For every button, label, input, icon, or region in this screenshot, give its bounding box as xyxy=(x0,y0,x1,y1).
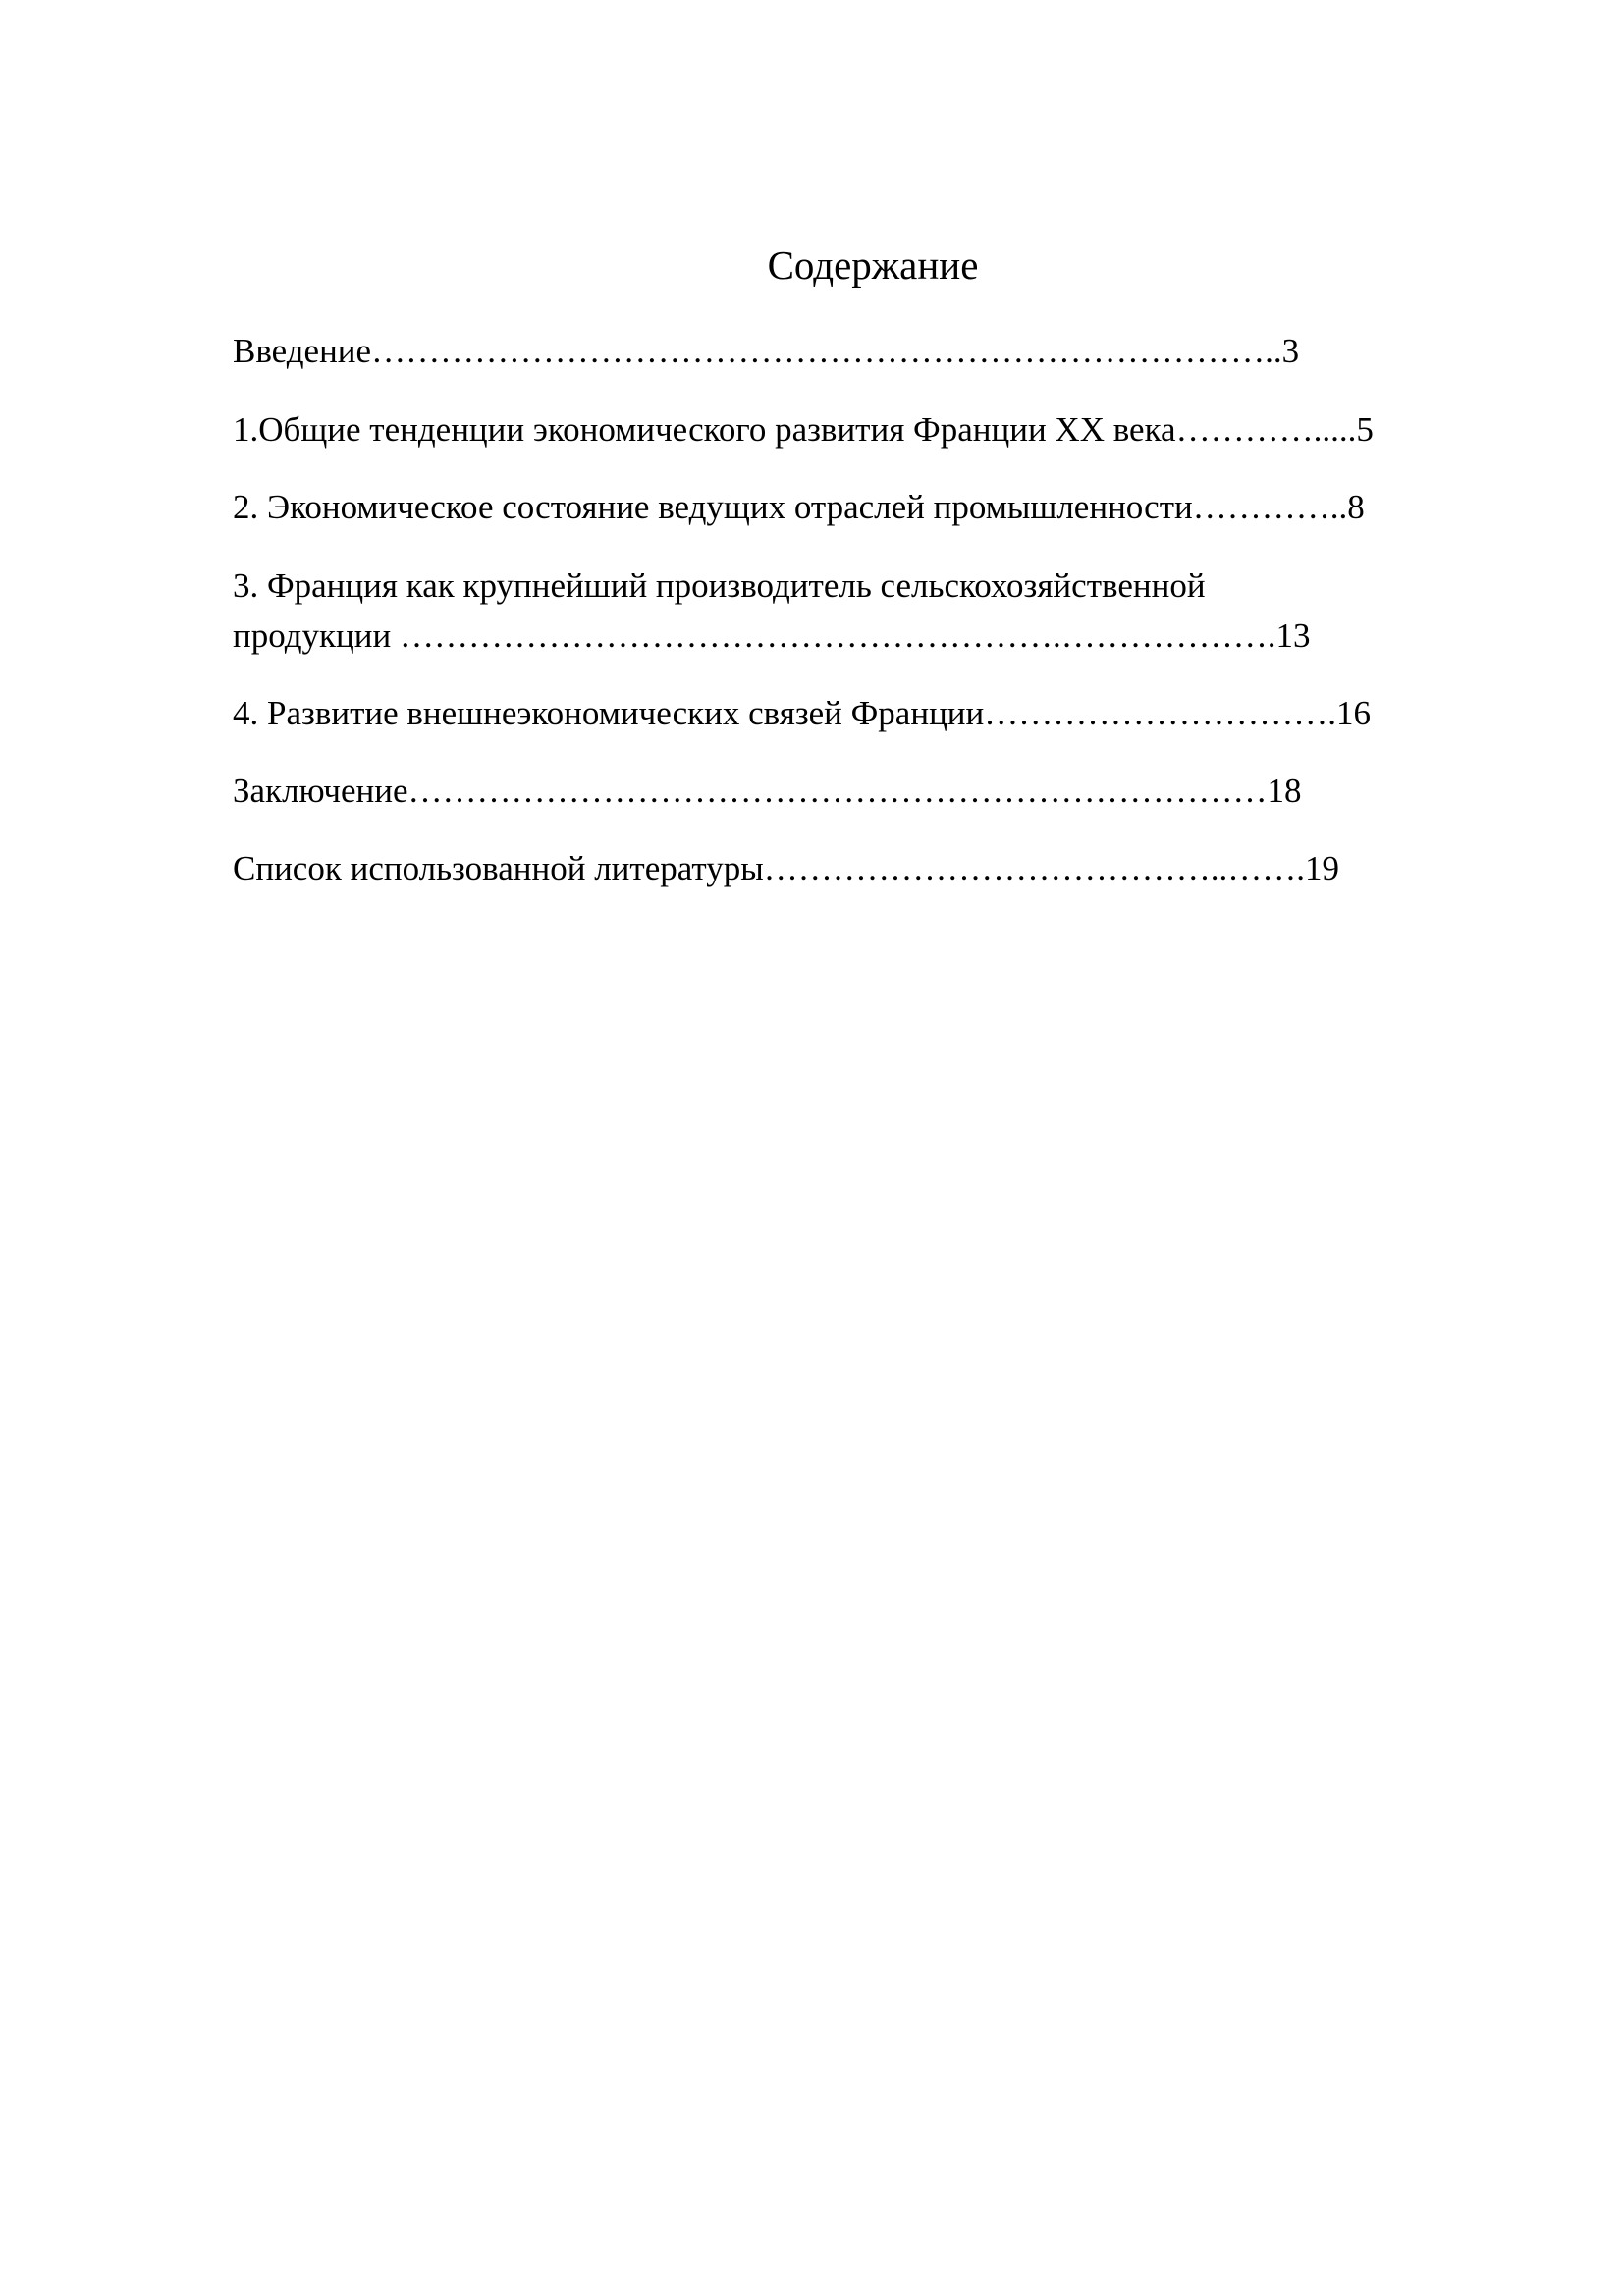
toc-entry-chapter-3-continuation: продукции ………………………………………………….……………….13 xyxy=(233,616,1311,655)
toc-entry-bibliography: Список использованной литературы…………………………………..…….19 xyxy=(233,849,1339,887)
toc-entry-chapter-1: 1.Общие тенденции экономического развития Франции XX века………….....5 xyxy=(233,410,1374,449)
toc-entry-introduction: Введение……………………………………………………………………..3 xyxy=(233,332,1300,370)
toc-title: Содержание xyxy=(767,242,979,288)
toc-entry-chapter-2: 2. Экономическое состояние ведущих отраслей промышленности…………..8 xyxy=(233,488,1365,526)
toc-entry-chapter-4: 4. Развитие внешнеэкономических связей Франции………………………….16 xyxy=(233,694,1372,732)
toc-entry-chapter-3: 3. Франция как крупнейший производитель сельскохозяйственной xyxy=(233,566,1206,605)
toc-entry-conclusion: Заключение…………………………………………………………………18 xyxy=(233,772,1302,810)
